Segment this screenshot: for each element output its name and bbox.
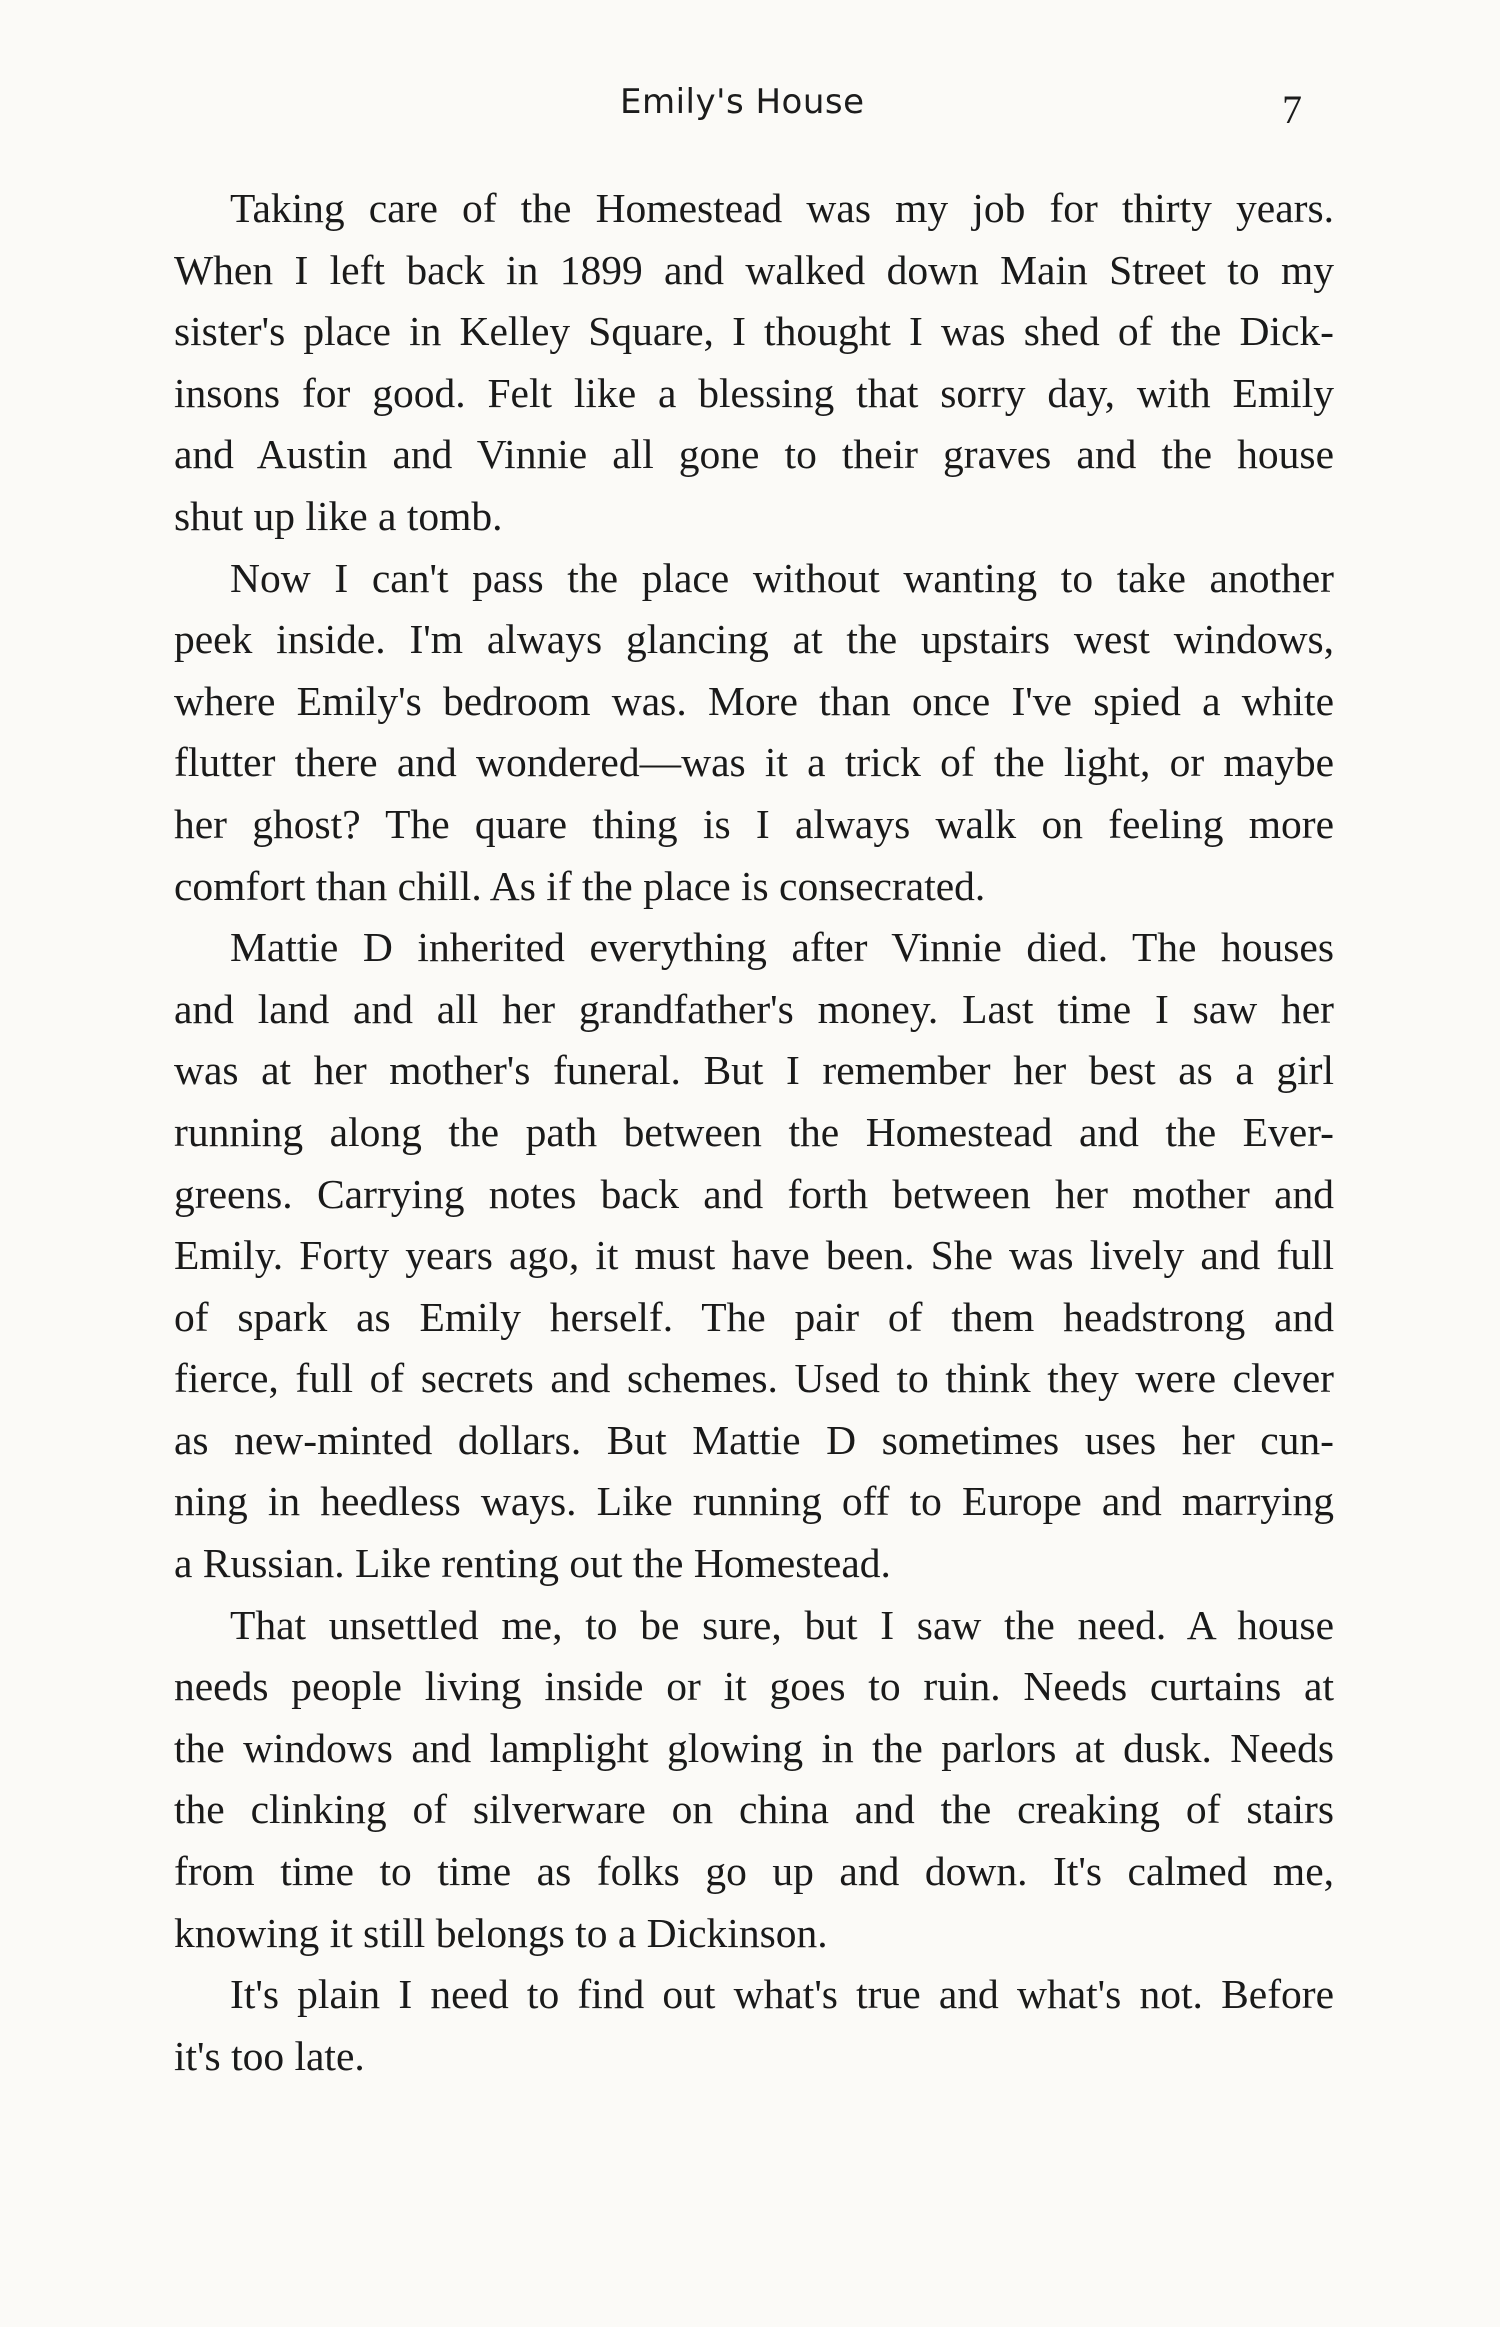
- body-text: [174, 178, 1334, 2087]
- text-line: needs people living inside or it goes to ruin. Needs curtains at: [174, 1663, 1334, 1710]
- text-line: It's plain I need to find out what's true and what's not. Before: [230, 1971, 1334, 2018]
- text-line: That unsettled me, to be sure, but I saw the need. A house: [230, 1601, 1334, 1648]
- text-line: and Austin and Vinnie all gone to their graves and the house: [174, 431, 1334, 478]
- text-line: insons for good. Felt like a blessing that sorry day, with Emily: [174, 369, 1334, 416]
- text-line: ning in heedless ways. Like running off to Europe and marrying: [174, 1478, 1334, 1525]
- text-line: a Russian. Like renting out the Homestead.: [174, 1540, 891, 1587]
- text-line: as new-minted dollars. But Mattie D sometimes uses her cun-: [174, 1416, 1334, 1463]
- text-line: it's too late.: [174, 2032, 365, 2079]
- text-line: from time to time as folks go up and down. It's calmed me,: [174, 1848, 1334, 1895]
- text-line: peek inside. I'm always glancing at the upstairs west windows,: [174, 616, 1334, 663]
- text-line: sister's place in Kelley Square, I thought I was shed of the Dick-: [174, 308, 1334, 355]
- text-line: Taking care of the Homestead was my job for thirty years.: [230, 185, 1334, 231]
- text-line: flutter there and wondered—was it a trick of the light, or maybe: [174, 739, 1334, 786]
- text-line: knowing it still belongs to a Dickinson.: [174, 1909, 828, 1956]
- text-line: fierce, full of secrets and schemes. Used to think they were clever: [174, 1355, 1334, 1402]
- text-line: comfort than chill. As if the place is consecrated.: [174, 862, 986, 909]
- paragraph: [174, 178, 1334, 548]
- paragraph: [174, 548, 1334, 918]
- text-line: the windows and lamplight glowing in the parlors at dusk. Needs: [174, 1724, 1334, 1771]
- text-line: When I left back in 1899 and walked down Main Street to my: [174, 246, 1334, 293]
- running-title: Emily's House: [620, 82, 865, 122]
- text-line: running along the path between the Homestead and the Ever-: [174, 1108, 1334, 1155]
- text-line: greens. Carrying notes back and forth between her mother and: [174, 1170, 1334, 1217]
- paragraph: [174, 1964, 1334, 2087]
- text-line: Mattie D inherited everything after Vinnie died. The houses: [230, 924, 1334, 971]
- text-line: of spark as Emily herself. The pair of them headstrong and: [174, 1293, 1334, 1340]
- text-line: where Emily's bedroom was. More than once I've spied a white: [174, 677, 1334, 724]
- text-line: was at her mother's funeral. But I remember her best as a girl: [174, 1047, 1334, 1094]
- running-head: [0, 82, 1500, 142]
- text-line: Emily. Forty years ago, it must have been. She was lively and full: [174, 1232, 1334, 1279]
- paragraph: [174, 917, 1334, 1595]
- text-line: and land and all her grandfather's money. Last time I saw her: [174, 985, 1334, 1032]
- text-line: the clinking of silverware on china and the creaking of stairs: [174, 1786, 1334, 1833]
- text-line: Now I can't pass the place without wanting to take another: [230, 554, 1334, 601]
- text-line: shut up like a tomb.: [174, 492, 503, 539]
- text-line: her ghost? The quare thing is I always walk on feeling more: [174, 800, 1334, 847]
- page-number: 7: [1282, 87, 1302, 132]
- paragraph: [174, 1595, 1334, 1965]
